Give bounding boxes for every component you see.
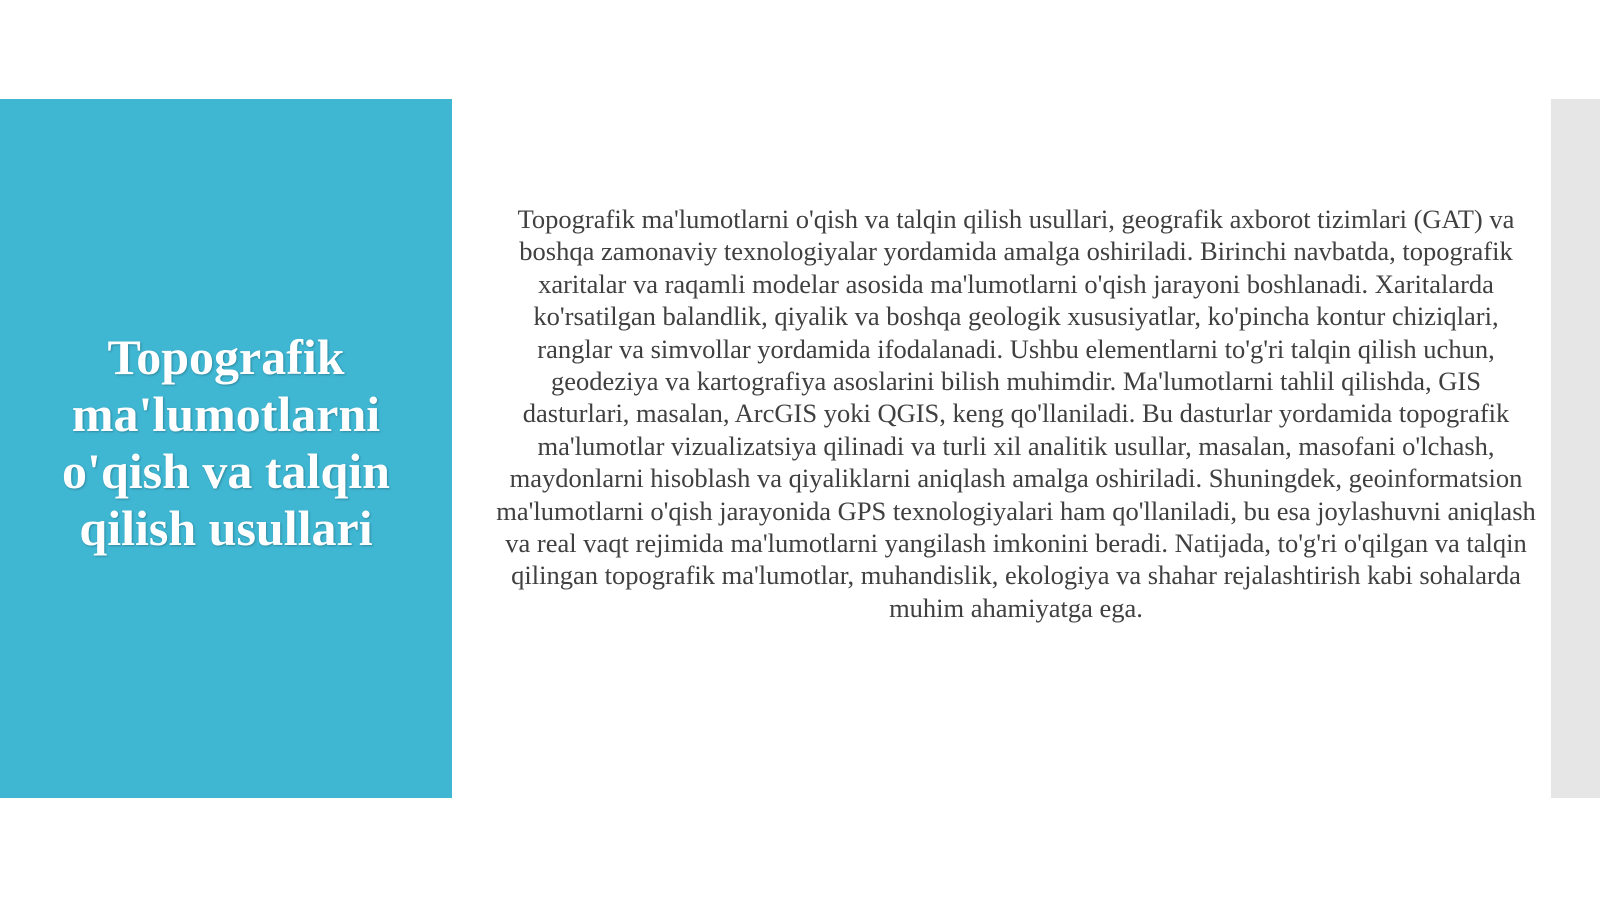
slide-body-text: Topografik ma'lumotlarni o'qish va talqin qilish usullari, geografik axborot tizimlari (GAT) va boshqa zamonaviy texnologiyalar yordamida amalga oshiriladi. Birinchi navbatda, topografik xaritalar va raqamli modelar asosida ma'lumotlarni o'qish jarayoni boshlanadi. Xaritalarda ko'rsatilgan balandlik, qiyalik va boshqa geologik xususiyatlar, ko'pincha kontur chiziqlari, ranglar va simvollar yordamida ifodalanadi. Ushbu elementlarni to'g'ri talqin qilish uchun, geodeziya va kartografiya asoslarini bilish muhimdir. Ma'lumotlarni tahlil qilishda, GIS dasturlari, masalan, ArcGIS yoki QGIS, keng qo'llaniladi. Bu dasturlar yordamida topografik ma'lumotlar vizualizatsiya qilinadi va turli xil analitik usullar, masalan, masofani o'lchash, maydonlarni hisoblash va qiyaliklarni aniqlash amalga oshiriladi. Shuningdek, geoinformatsion ma'lumotlarni o'qish jarayonida GPS texnologiyalari ham qo'llaniladi, bu esa joylashuvni aniqlash va real vaqt rejimida ma'lumotlarni yangilash imkonini beradi. Natijada, to'g'ri o'qilgan va talqin qilingan topografik ma'lumotlar, muhandislik, ekologiya va shahar rejalashtirish kabi sohalarda muhim ahamiyatga ega. bbox=[496, 204, 1536, 623]
right-decorative-strip bbox=[1551, 99, 1600, 798]
slide-title: Topografik ma'lumotlarni o'qish va talqin qilish usullari bbox=[62, 328, 390, 556]
title-panel bbox=[0, 99, 452, 798]
